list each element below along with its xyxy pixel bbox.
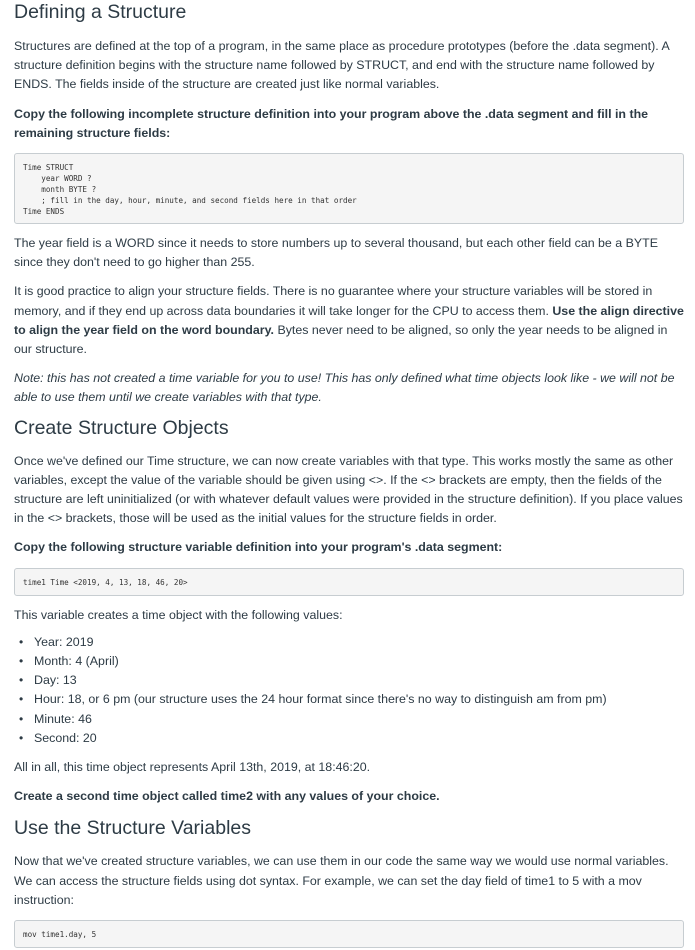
paragraph-values-intro: This variable creates a time object with the following values: [14,607,343,622]
code-block-mov-example[interactable]: mov time1.day, 5 [14,920,684,948]
paragraph-align [14,282,685,359]
list-item: • Hour: 18, or 6 pm (our structure uses the 24 hour format since there's no way to distinguish am from pm) [14,690,685,709]
list-item: • Day: 13 [14,671,685,690]
list-item: • Second: 20 [14,729,685,748]
task-create-time2 [14,787,685,806]
paragraph-year-field: The year field is a WORD since it needs to store numbers up to several thousand, but each other field can be a BYTE since they don't need to go higher than 255. [14,236,658,270]
list-item: • Minute: 46 [14,710,685,729]
paragraph-structure-intro: Structures are defined at the top of a program, in the same place as procedure prototypes (before the .data segment). A structure definition begins with the structure name followed by STRUCT, and end with the structure name followed by ENDS. The fields inside of the structure are created just like normal variables. [14,39,670,92]
heading-use-variables: Use the Structure Variables [14,817,251,840]
heading-defining-structure: Defining a Structure [14,1,187,23]
time-values-list [14,633,685,748]
note-paragraph [14,369,685,407]
code-block-struct-definition[interactable]: Time STRUCT year WORD ? month BYTE ? ; fill in the day, hour, minute, and second fields here in that order Time ENDS [14,153,684,224]
instruction-copy-structure-text: Copy the following incomplete structure definition into your program above the .data segment and fill in the remaining structure fields: [14,106,649,140]
task-create-time2-text: Create a second time object called time2 with any values of your choice. [14,789,440,804]
align-text: It is good practice to align your structure fields. There is no guarantee where your structure variables will be stored in memory, and if they end up across data boundaries it will take longer for the CPU to access them. [14,284,653,318]
heading-create-objects: Create Structure Objects [14,416,229,439]
instruction-copy-variable-text: Copy the following structure variable definition into your program's .data segment: [14,540,503,555]
instruction-copy-structure [14,105,685,143]
list-item: • Month: 4 (April) [14,652,685,671]
align-tail: Bytes never need to be aligned, so only the year needs to be aligned in our structure. [14,322,668,357]
paragraph-use-intro: Now that we've created structure variables, we can use them in our code the same way we would use normal variables. We can access the structure fields using dot syntax. For example, we can set the day field of time1 to 5 with a mov instruction: [14,854,669,907]
align-directive-bold: Use the align directive to align the year field on the word boundary. [14,303,684,337]
note-text: Note: this has not created a time variable for you to use! This has only defined what time objects look like - we will not be able to use them until we create variables with that type. [14,371,675,405]
paragraph-create-intro: Once we've defined our Time structure, we can now create variables with that type. This works mostly the same as other variables, except the value of the variable should be given using <>. If the <> brackets are empty, then the fields of the structure are left uninitialized (or with whatever default values were provided in the structure definition). If you place values in the <> brackets, those will be used as the initial values for the structure fields in order. [14,453,683,526]
code-block-variable-definition[interactable]: time1 Time <2019, 4, 13, 18, 46, 20> [14,568,684,596]
paragraph-summary: All in all, this time object represents April 13th, 2019, at 18:46:20. [14,760,371,775]
list-item: • Year: 2019 [14,633,685,652]
instruction-copy-variable [14,538,685,557]
